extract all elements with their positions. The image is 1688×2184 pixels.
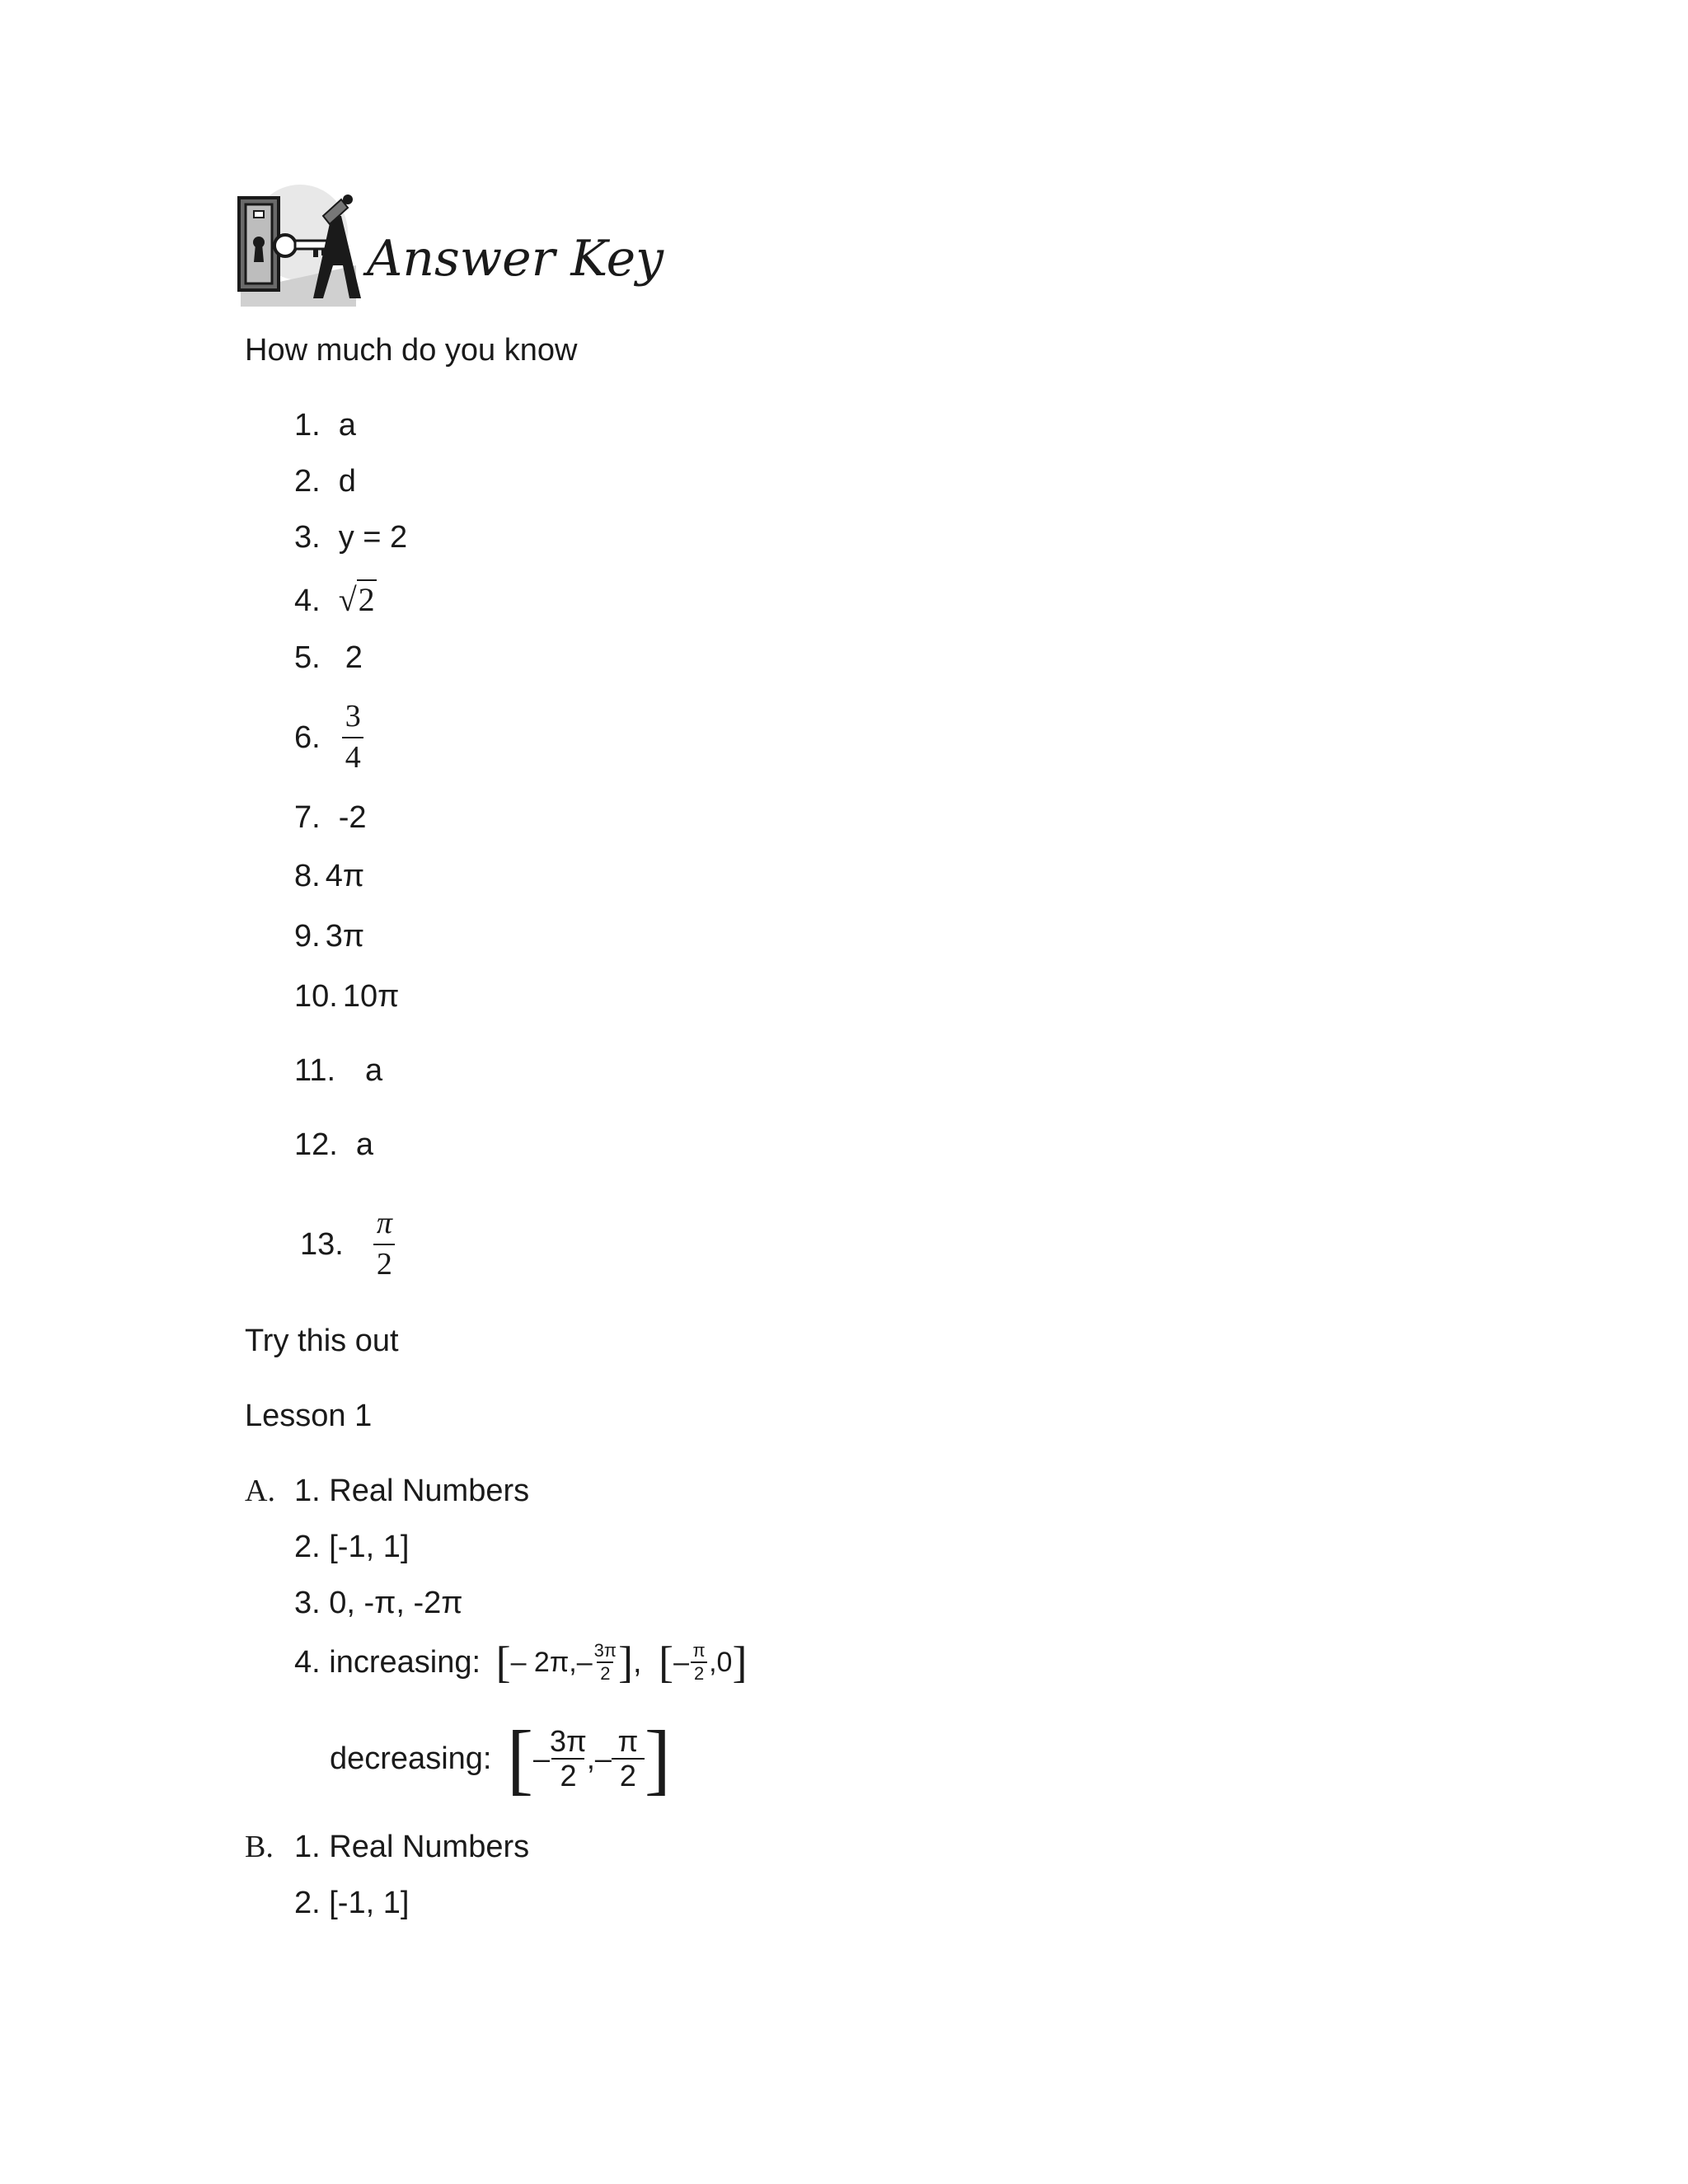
list-item: 1. a: [294, 408, 356, 443]
list-item: 10. 10π: [294, 979, 400, 1014]
list-item: 3. y = 2: [294, 520, 408, 555]
list-item: 4. increasing: [– 2π,– $\frac{3\pi}{2}$ ], [– $\frac{\pi}{2}$ ,0]: [294, 1638, 748, 1687]
list-item: 5. 2: [294, 640, 363, 675]
part-label: A.: [245, 1474, 275, 1508]
page-title: Answer Key: [367, 230, 663, 288]
list-item: 4. √2: [294, 581, 375, 618]
lesson-heading: Lesson 1: [245, 1399, 373, 1433]
section-heading: How much do you know: [245, 333, 578, 368]
list-item: decreasing: [– $\frac{3\pi}{2}$ ,– $\frac{\pi}{2}$ ]: [330, 1714, 671, 1802]
list-item: 3. 0, -π, -2π: [294, 1586, 463, 1620]
key-and-lock-icon: [232, 183, 364, 307]
list-item: 11. a: [294, 1053, 383, 1088]
list-item: 9. 3π: [294, 919, 365, 954]
list-item: 1. Real Numbers: [294, 1830, 530, 1864]
list-item: 8. 4π: [294, 859, 365, 893]
part-label: B.: [245, 1830, 274, 1864]
section-heading: Try this out: [245, 1324, 399, 1358]
list-item: 1. Real Numbers: [294, 1474, 530, 1508]
list-item: 12. a: [294, 1127, 373, 1162]
list-item: 13. $\frac{\pi}{2}$: [300, 1207, 395, 1282]
square-root-icon: √: [338, 581, 357, 618]
list-item: 7. -2: [294, 800, 367, 835]
list-item: 2. [-1, 1]: [294, 1530, 410, 1564]
list-item: 6. $\frac{3}{4}$: [294, 701, 363, 775]
list-item: 2. d: [294, 464, 356, 499]
list-item: 2. [-1, 1]: [294, 1886, 410, 1920]
